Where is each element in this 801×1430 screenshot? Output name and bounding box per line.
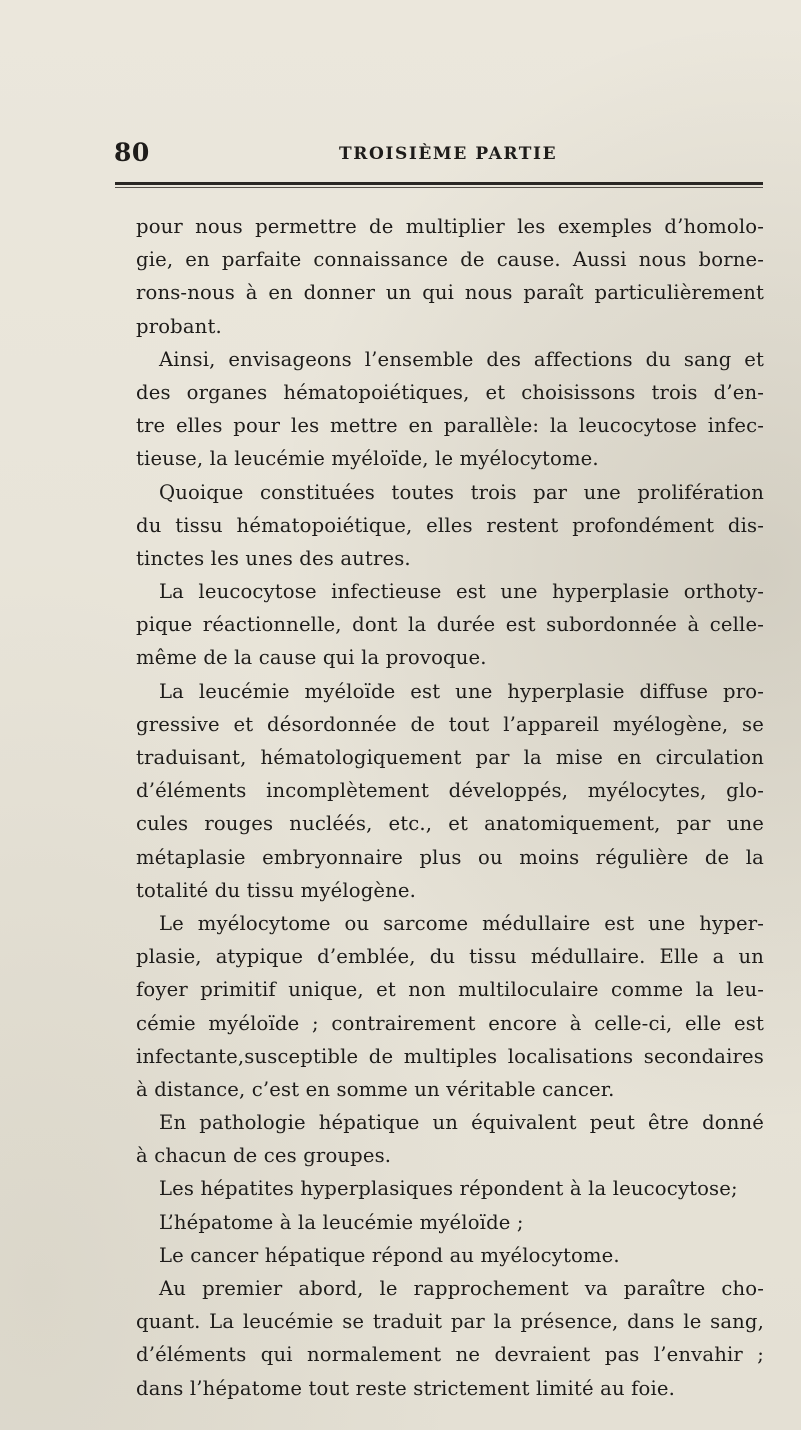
text-line: foyer primitif unique, et non multiloculaire comme la leu- [136, 978, 764, 1002]
text-line: cules rouges nucléés, etc., et anatomiquement, par une [136, 812, 764, 836]
text-line: cémie myéloïde ; contrairement encore à celle-ci, elle est [136, 1011, 764, 1035]
text-line: à distance, c’est en somme un véritable cancer. [136, 1077, 615, 1101]
text-line: pour nous permettre de multiplier les exemples d’homolo- [136, 215, 764, 238]
text-line: pique réactionnelle, dont la durée est subordonnée à celle- [136, 613, 764, 637]
running-head [114, 138, 764, 174]
text-line: tre elles pour les mettre en parallèle: la leucocytose infec- [136, 414, 764, 438]
text-line: d’éléments qui normalement ne devraient pas l’envahir ; [136, 1343, 764, 1367]
text-line: à chacun de ces groupes. [136, 1144, 392, 1168]
body-text [136, 210, 764, 1405]
text-line: même de la cause qui la provoque. [136, 646, 487, 670]
text-line: Ainsi, envisageons l’ensemble des affections du sang et [159, 347, 764, 371]
text-line: Le cancer hépatique répond au myélocytome. [159, 1243, 620, 1267]
text-line: La leucémie myéloïde est une hyperplasie diffuse pro- [159, 679, 764, 703]
header-rule-thin [115, 187, 763, 188]
text-line: Au premier abord, le rapprochement va paraître cho- [159, 1277, 764, 1300]
text-line: gressive et désordonnée de tout l’appareil myélogène, se [136, 712, 764, 736]
text-line: Les hépatites hyperplasiques répondent à la leucocytose; [159, 1177, 738, 1201]
part-title: TROISIÈME PARTIE [339, 144, 558, 164]
page-number: 80 [114, 138, 150, 167]
text-line: métaplasie embryonnaire plus ou moins régulière de la [136, 845, 764, 869]
header-rule [115, 182, 763, 185]
text-line: traduisant, hématologiquement par la mise en circulation [136, 746, 764, 769]
text-line: tieuse, la leucémie myéloïde, le myélocytome. [136, 447, 599, 471]
text-line: plasie, atypique d’emblée, du tissu médullaire. Elle a un [136, 945, 764, 969]
text-line: La leucocytose infectieuse est une hyperplasie orthoty- [159, 580, 764, 604]
text-line: du tissu hématopoiétique, elles restent profondément dis- [136, 513, 764, 537]
text-line: Le myélocytome ou sarcome médullaire est une hyper- [159, 911, 764, 935]
text-line: Quoique constituées toutes trois par une prolifération [159, 480, 764, 504]
text-line: des organes hématopoiétiques, et choisissons trois d’en- [136, 380, 764, 404]
text-line: totalité du tissu myélogène. [136, 878, 417, 902]
text-line: rons-nous à en donner un qui nous paraît particulièrement [136, 281, 764, 305]
text-line: d’éléments incomplètement développés, myélocytes, glo- [136, 779, 764, 803]
text-line: tinctes les unes des autres. [136, 546, 411, 570]
text-line: dans l’hépatome tout reste strictement limité au foie. [136, 1376, 675, 1400]
text-line: En pathologie hépatique un équivalent peut être donné [159, 1111, 764, 1135]
text-line: probant. [136, 314, 222, 338]
text-line: gie, en parfaite connaissance de cause. Aussi nous borne- [136, 248, 764, 272]
text-line: infectante,susceptible de multiples localisations secondaires [136, 1044, 764, 1068]
text-line: L’hépatome à la leucémie myéloïde ; [159, 1210, 524, 1234]
text-line: quant. La leucémie se traduit par la présence, dans le sang, [136, 1310, 764, 1334]
